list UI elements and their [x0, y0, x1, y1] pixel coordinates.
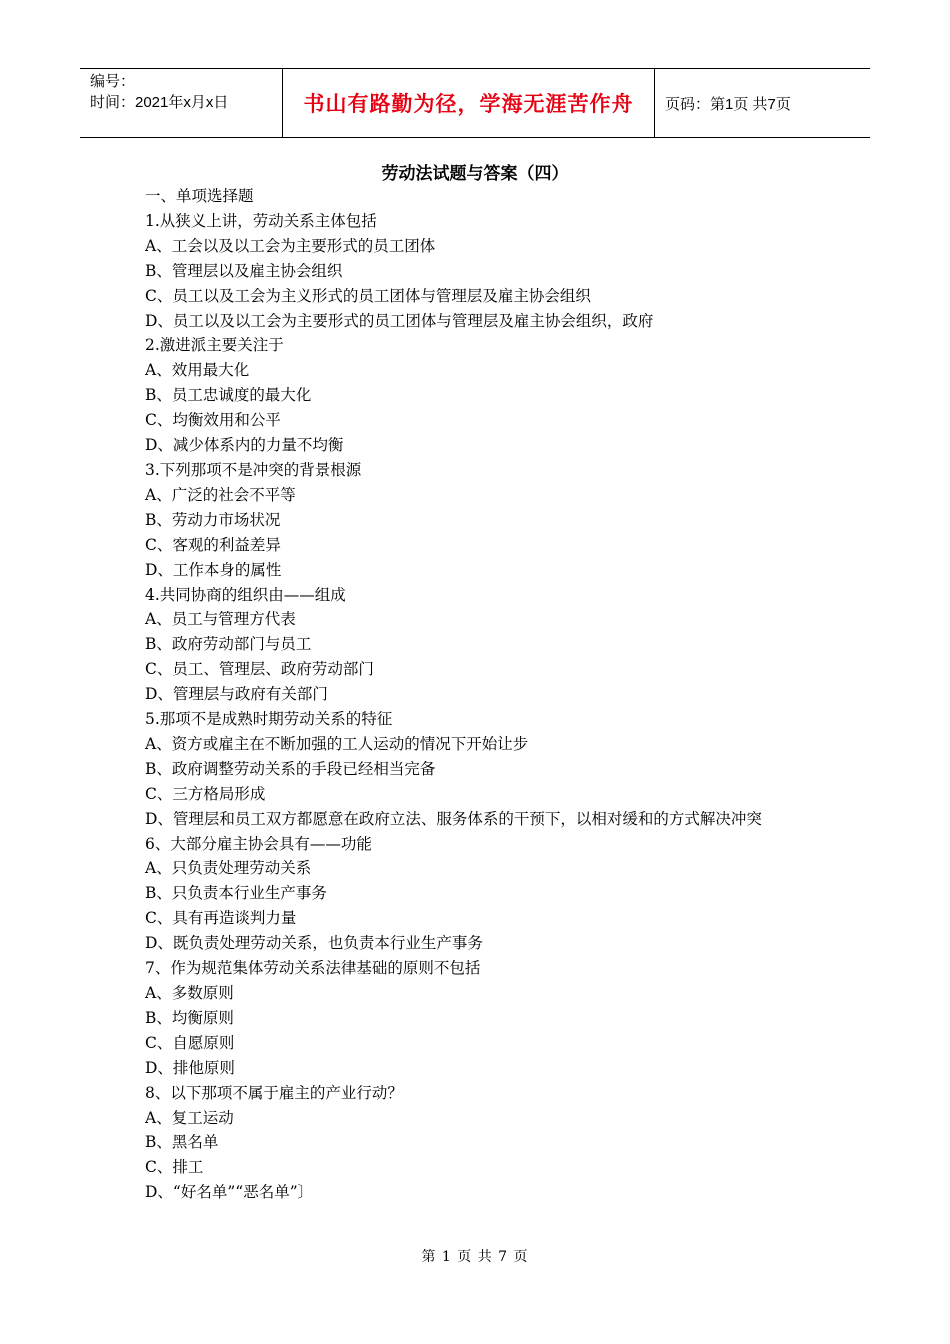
text-line: B、黑名单 — [145, 1133, 219, 1152]
text-line: D、工作本身的属性 — [145, 560, 282, 579]
header-page-info: 页码：第1页 共7页 — [665, 95, 791, 113]
document-header — [80, 68, 870, 138]
document-time-label: 时间：2021年x月x日 — [90, 94, 229, 111]
text-line: C、自愿原则 — [145, 1033, 235, 1052]
text-line: C、员工以及工会为主义形式的员工团体与管理层及雇主协会组织 — [145, 286, 591, 305]
text-line: B、管理层以及雇主协会组织 — [145, 261, 343, 280]
document-number-label: 编号： — [90, 73, 136, 90]
text-line: C、具有再造谈判力量 — [145, 909, 297, 928]
text-line: C、排工 — [145, 1158, 204, 1177]
text-line: A、资方或雇主在不断加强的工人运动的情况下开始让步 — [145, 734, 529, 753]
text-line: B、均衡原则 — [145, 1008, 234, 1027]
document-title: 劳动法试题与答案（四） — [381, 164, 569, 184]
text-line: C、员工、管理层、政府劳动部门 — [145, 660, 374, 679]
text-line: 7、作为规范集体劳动关系法律基础的原则不包括 — [145, 959, 481, 978]
text-line: A、多数原则 — [145, 984, 234, 1002]
text-line: 1.从狭义上讲，劳动关系主体包括 — [145, 211, 377, 230]
text-line: B、只负责本行业生产事务 — [145, 884, 327, 903]
text-line: B、政府劳动部门与员工 — [145, 635, 312, 654]
text-line: A、工会以及以工会为主要形式的员工团体 — [145, 236, 436, 255]
text-line: A、只负责处理劳动关系 — [145, 859, 312, 878]
text-line: D、排他原则 — [145, 1058, 235, 1077]
text-line: 3.下列那项不是冲突的背景根源 — [145, 460, 362, 479]
text-line: A、广泛的社会不平等 — [145, 485, 296, 504]
text-line: 5.那项不是成熟时期劳动关系的特征 — [145, 710, 393, 729]
text-line: C、均衡效用和公平 — [145, 411, 281, 430]
text-line: 4.共同协商的组织由——组成 — [145, 585, 346, 604]
text-line: B、劳动力市场状况 — [145, 510, 281, 529]
text-line: C、三方格局形成 — [145, 784, 266, 803]
text-line: A、效用最大化 — [145, 361, 250, 380]
page-footer: 第 1 页 共 7 页 — [421, 1249, 529, 1265]
text-line: D、管理层和员工双方都愿意在政府立法、服务体系的干预下，以相对缓和的方式解决冲突 — [145, 809, 762, 828]
text-line: D、“好名单”“恶名单”〕 — [145, 1183, 314, 1202]
text-line: B、员工忠诚度的最大化 — [145, 386, 312, 405]
header-motto: 书山有路勤为径，学海无涯苦作舟 — [303, 92, 634, 116]
header-motto-cell — [282, 69, 655, 137]
text-line: D、既负责处理劳动关系，也负责本行业生产事务 — [145, 934, 483, 953]
text-line: 一、单项选择题 — [145, 187, 254, 205]
text-line: A、复工运动 — [145, 1108, 234, 1127]
text-line: 2.激进派主要关注于 — [145, 336, 284, 355]
text-line: 6、大部分雇主协会具有——功能 — [145, 834, 372, 853]
text-line: A、员工与管理方代表 — [145, 610, 296, 629]
header-meta — [80, 69, 282, 137]
text-line: D、员工以及以工会为主要形式的员工团体与管理层及雇主协会组织，政府 — [145, 311, 654, 330]
document-body — [145, 184, 810, 1205]
text-line: B、政府调整劳动关系的手段已经相当完备 — [145, 759, 436, 778]
header-page-cell — [655, 69, 870, 137]
text-line: D、减少体系内的力量不均衡 — [145, 436, 344, 455]
text-line: D、管理层与政府有关部门 — [145, 685, 328, 704]
text-line: C、客观的利益差异 — [145, 535, 281, 554]
text-line: 8、以下那项不属于雇主的产业行动？ — [145, 1083, 403, 1102]
